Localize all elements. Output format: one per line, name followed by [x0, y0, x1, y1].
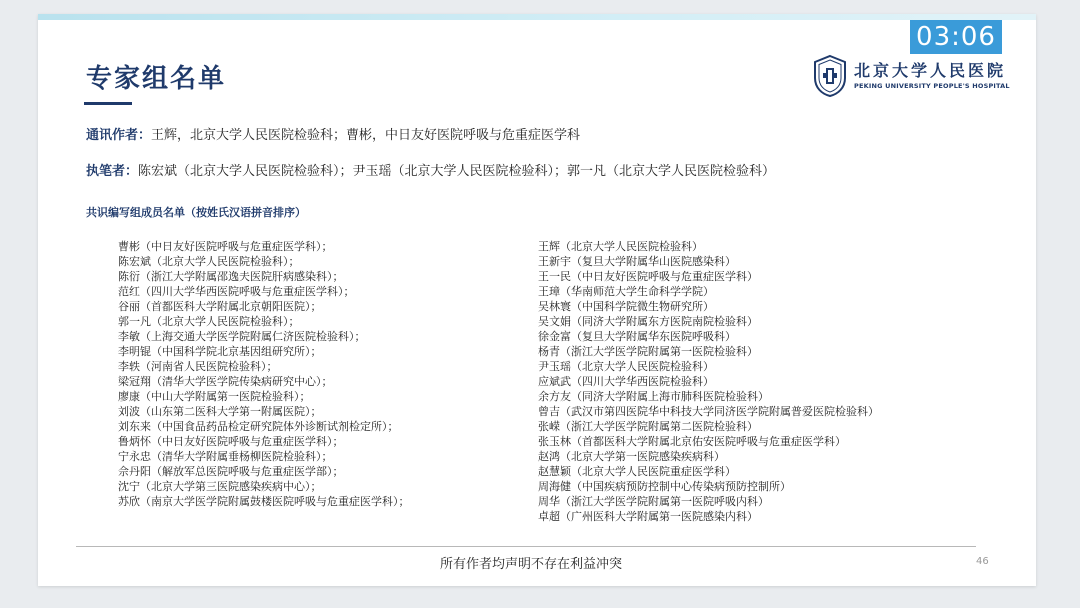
hospital-name-en: PEKING UNIVERSITY PEOPLE'S HOSPITAL: [854, 82, 1010, 90]
list-item: 陈衍（浙江大学附属邵逸夫医院肝病感染科）；: [118, 270, 344, 283]
list-item: 赵鸿（北京大学第一医院感染疾病科）: [538, 450, 725, 463]
list-item: 王璋（华南师范大学生命科学学院）: [538, 285, 714, 298]
timer-badge: 03:06: [910, 20, 1002, 54]
page-number: 46: [976, 556, 989, 567]
list-item: 张玉林（首都医科大学附属北京佑安医院呼吸与危重症医学科）: [538, 435, 846, 448]
list-item: 沈宁（北京大学第三医院感染疾病中心）；: [118, 480, 322, 493]
list-item: 张嵘（浙江大学医学院附属第二医院检验科）: [538, 420, 758, 433]
list-item: 尹玉瑶（北京大学人民医院检验科）: [538, 360, 714, 373]
title-underline: [84, 102, 132, 105]
list-item: 周华（浙江大学医学院附属第一医院呼吸内科）: [538, 495, 769, 508]
list-item: 应斌武（四川大学华西医院检验科）: [538, 375, 714, 388]
list-item: 王辉（北京大学人民医院检验科）: [538, 240, 703, 253]
list-item: 吴文娟（同济大学附属东方医院南院检验科）: [538, 315, 758, 328]
list-item: 宁永忠（清华大学附属垂杨柳医院检验科）；: [118, 450, 333, 463]
members-title: 共识编写组成员名单（按姓氏汉语拼音排序）: [86, 206, 306, 219]
list-item: 廖康（中山大学附属第一医院检验科）；: [118, 390, 311, 403]
list-item: 卓超（广州医科大学附属第一医院感染内科）: [538, 510, 758, 523]
writers: [86, 160, 775, 179]
list-item: 徐金富（复旦大学附属华东医院呼吸科）: [538, 330, 736, 343]
list-item: 曹彬（中日友好医院呼吸与危重症医学科）；: [118, 240, 333, 253]
list-item: 周海健（中国疾病预防控制中心传染病预防控制所）: [538, 480, 791, 493]
list-item: 谷丽（首都医科大学附属北京朝阳医院）；: [118, 300, 322, 313]
list-item: 王新宇（复旦大学附属华山医院感染科）: [538, 255, 736, 268]
members-list-right: [538, 239, 879, 524]
footer-note: 所有作者均声明不存在利益冲突: [439, 557, 622, 572]
writers-label: 执笔者：: [86, 164, 139, 179]
list-item: 李敏（上海交通大学医学院附属仁济医院检验科）；: [118, 330, 366, 343]
slide: [38, 14, 1036, 586]
corresponding-text: 王辉，北京大学人民医院检验科；曹彬，中日友好医院呼吸与危重症医学科: [151, 128, 581, 143]
list-item: 李明锟（中国科学院北京基因组研究所）；: [118, 345, 322, 358]
list-item: 吴林寰（中国科学院微生物研究所）: [538, 300, 714, 313]
list-item: 梁冠翔（清华大学医学院传染病研究中心）；: [118, 375, 333, 388]
list-item: 刘东来（中国食品药品检定研究院体外诊断试剂检定所）；: [118, 420, 399, 433]
hospital-seal-icon: [812, 54, 848, 98]
list-item: 王一民（中日友好医院呼吸与危重症医学科）: [538, 270, 758, 283]
members-list-left: [118, 239, 410, 509]
bottom-divider: [76, 546, 976, 547]
list-item: 佘丹阳（解放军总医院呼吸与危重症医学部）；: [118, 465, 344, 478]
list-item: 苏欣（南京大学医学院附属鼓楼医院呼吸与危重症医学科）；: [118, 495, 410, 508]
hospital-name-cn: 北京大学人民医院: [854, 61, 1007, 80]
list-item: 刘波（山东第二医科大学第一附属医院）；: [118, 405, 322, 418]
list-item: 鲁炳怀（中日友好医院呼吸与危重症医学科）；: [118, 435, 344, 448]
list-item: 赵慧颖（北京大学人民医院重症医学科）: [538, 465, 736, 478]
corresponding-authors: [86, 124, 580, 143]
list-item: 余方友（同济大学附属上海市肺科医院检验科）: [538, 390, 769, 403]
list-item: 曾吉（武汉市第四医院华中科技大学同济医学院附属普爱医院检验科）: [538, 405, 879, 418]
top-stripe: [38, 14, 1036, 20]
hospital-logo: [812, 54, 1010, 98]
list-item: 范红（四川大学华西医院呼吸与危重症医学科）；: [118, 285, 355, 298]
list-item: 李轶（河南省人民医院检验科）；: [118, 360, 278, 373]
list-item: 陈宏斌（北京大学人民医院检验科）；: [118, 255, 300, 268]
page-title: 专家组名单: [86, 64, 227, 94]
list-item: 郭一凡（北京大学人民医院检验科）；: [118, 315, 300, 328]
writers-text: 陈宏斌（北京大学人民医院检验科）；尹玉瑶（北京大学人民医院检验科）；郭一凡（北京大学人民医院检验科）: [138, 164, 776, 179]
list-item: 杨青（浙江大学医学院附属第一医院检验科）: [538, 345, 758, 358]
corresponding-label: 通讯作者：: [86, 128, 152, 143]
